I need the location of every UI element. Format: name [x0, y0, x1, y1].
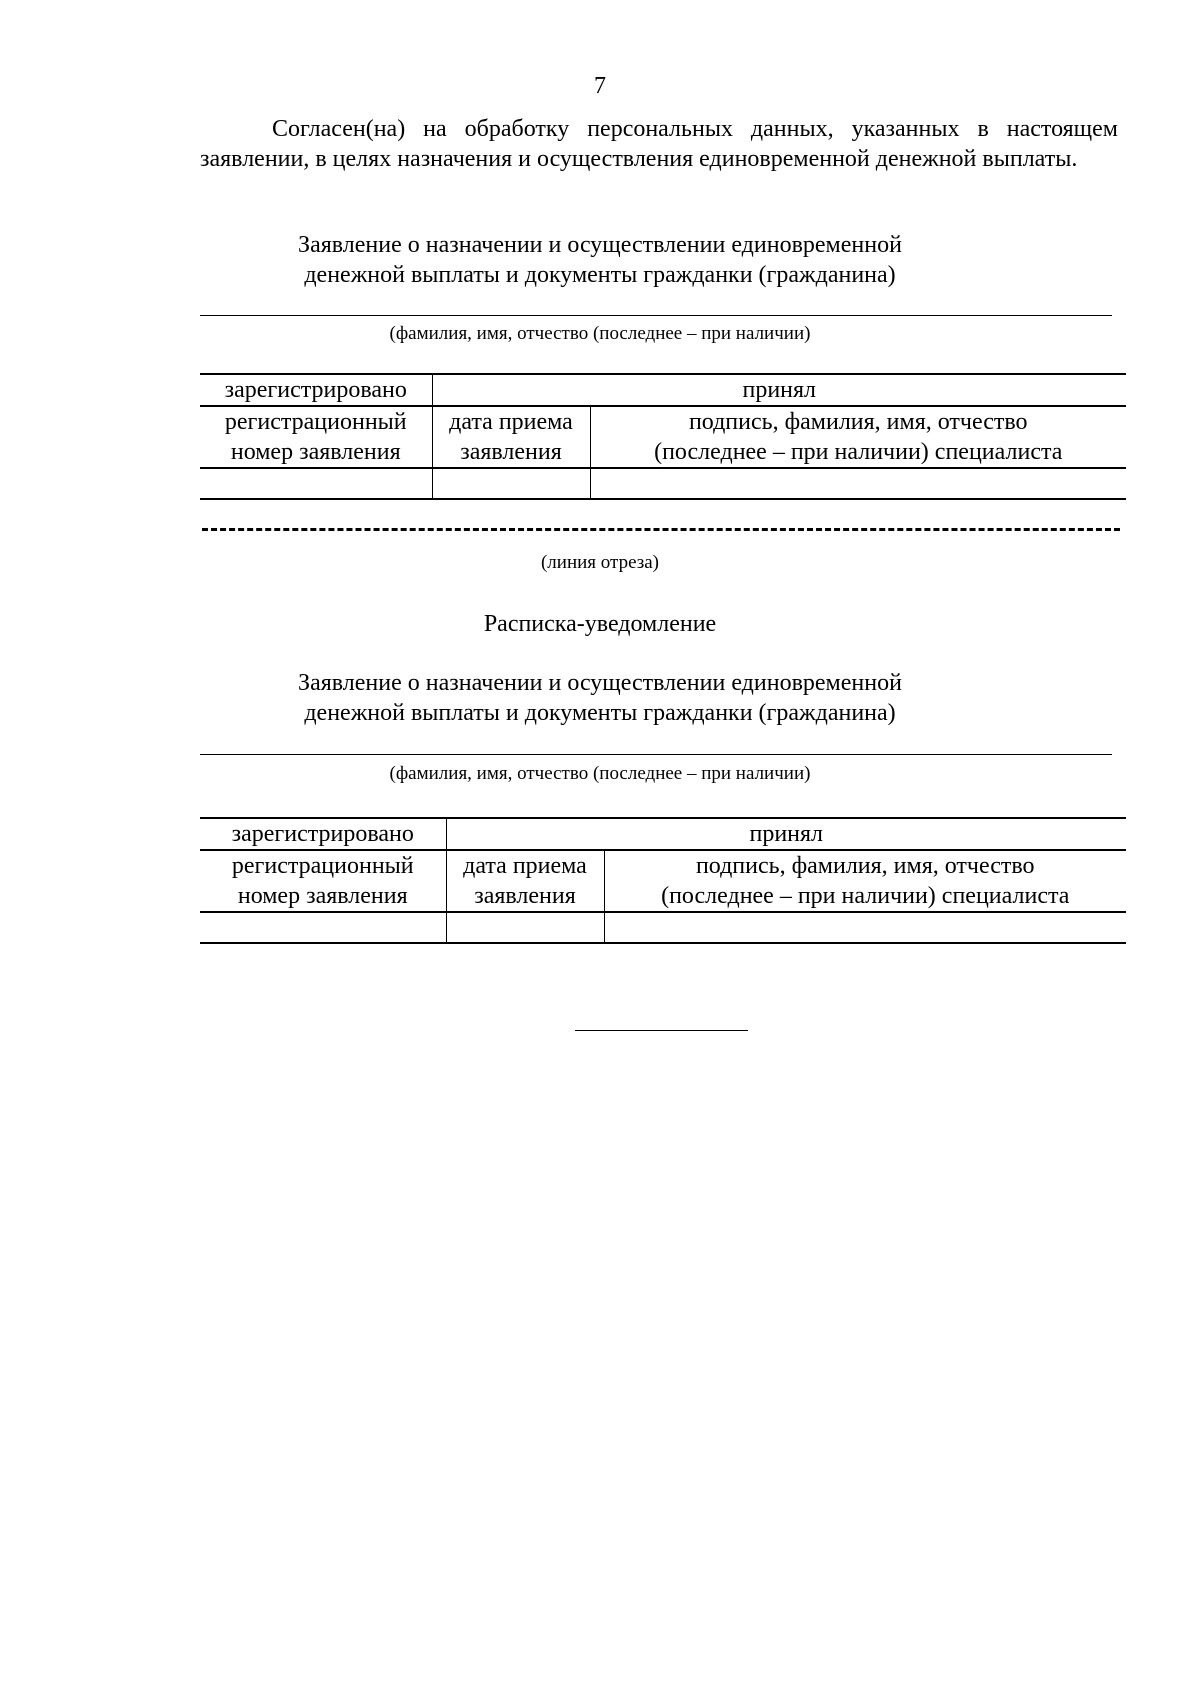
- receipt-applicant-name-caption: (фамилия, имя, отчество (последнее – при наличии): [389, 763, 811, 784]
- signature-header-line2: (последнее – при наличии) специалиста: [654, 439, 1063, 465]
- receipt-date-header-line2: заявления: [474, 883, 576, 909]
- consent-paragraph: Согласен(на) на обработку персональных данных, указанных в настоящем заявлении, в целях назначения и осуществления единовременной денежной выплаты.: [200, 116, 1118, 172]
- accepted-header: принял: [432, 374, 1126, 406]
- application-heading-line2: денежной выплаты и документы гражданки (гражданина): [304, 262, 896, 288]
- applicant-name-caption: (фамилия, имя, отчество (последнее – при наличии): [389, 323, 811, 344]
- application-heading-line1: Заявление о назначении и осуществлении единовременной: [298, 232, 902, 258]
- date-header-line1: дата приема: [449, 409, 573, 435]
- signature-cell: [590, 468, 1126, 499]
- receipt-heading-line2: денежной выплаты и документы гражданки (гражданина): [304, 700, 896, 726]
- receipt-applicant-name-line: [200, 754, 1112, 755]
- receipt-signature-header-line2: (последнее – при наличии) специалиста: [661, 883, 1070, 909]
- applicant-name-line: [200, 315, 1112, 316]
- signature-header: [590, 406, 1126, 468]
- receipt-heading-line1: Заявление о назначении и осуществлении единовременной: [298, 670, 902, 696]
- date-header: [432, 406, 590, 468]
- signature-header-line1: подпись, фамилия, имя, отчество: [688, 409, 1028, 435]
- receipt-signature-cell: [604, 912, 1126, 943]
- receipt-date-cell: [446, 912, 604, 943]
- reg-number-cell: [200, 468, 432, 499]
- receipt-registered-header: зарегистрировано: [200, 818, 446, 850]
- receipt-date-header-line1: дата приема: [463, 853, 587, 879]
- receipt-reg-number-header-line1: регистрационный: [231, 853, 414, 879]
- receipt-reg-number-header: [200, 850, 446, 912]
- cut-line: [202, 528, 1120, 531]
- application-heading: [0, 230, 1200, 290]
- end-rule: [575, 1030, 748, 1031]
- receipt-signature-header-line1: подпись, фамилия, имя, отчество: [695, 853, 1035, 879]
- receipt-accepted-header: принял: [446, 818, 1126, 850]
- receipt-registration-table: [200, 817, 1126, 944]
- reg-number-header-line1: регистрационный: [224, 409, 407, 435]
- reg-number-header-line2: номер заявления: [230, 439, 401, 465]
- cut-line-caption: (линия отреза): [540, 552, 660, 573]
- registration-table: [200, 373, 1126, 500]
- registered-header: зарегистрировано: [200, 374, 432, 406]
- receipt-title: Расписка-уведомление: [483, 611, 717, 637]
- receipt-date-header: [446, 850, 604, 912]
- receipt-application-heading: [0, 668, 1200, 728]
- receipt-reg-number-header-line2: номер заявления: [237, 883, 408, 909]
- receipt-signature-header: [604, 850, 1126, 912]
- receipt-reg-number-cell: [200, 912, 446, 943]
- reg-number-header: [200, 406, 432, 468]
- page-number: 7: [594, 73, 606, 99]
- date-cell: [432, 468, 590, 499]
- date-header-line2: заявления: [460, 439, 562, 465]
